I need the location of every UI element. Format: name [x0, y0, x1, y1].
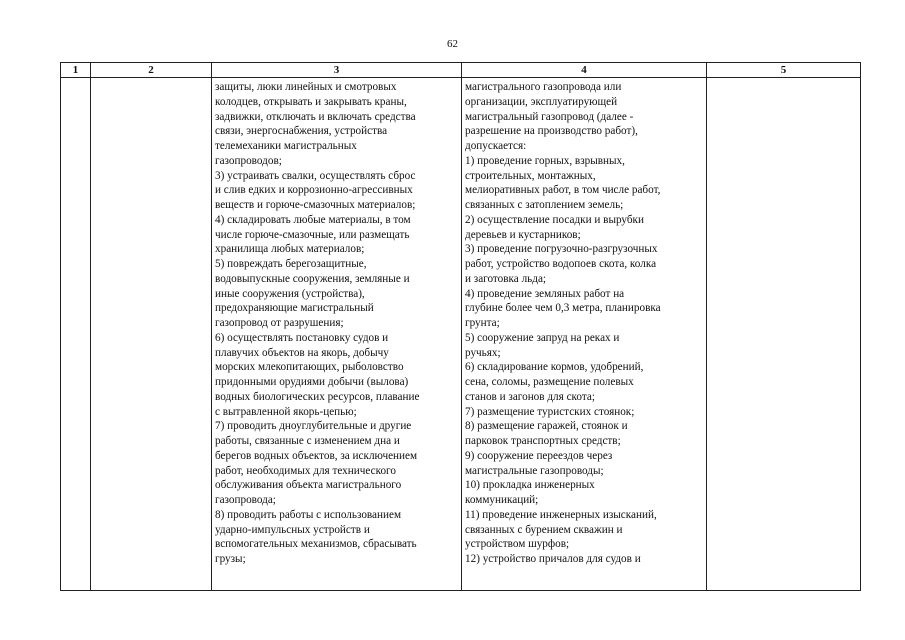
text-line: допускается:	[465, 140, 527, 152]
text-line: станов и загонов для скота;	[465, 390, 595, 403]
text-line: сена, соломы, размещение полевых	[465, 376, 634, 388]
text-line: грунта;	[465, 317, 500, 329]
page-number: 62	[447, 38, 458, 50]
text-line: магистрального газопровода или	[465, 81, 622, 93]
text-line: водных биологических ресурсов, плавание	[215, 390, 420, 403]
text-line: обслуживания объекта магистрального	[215, 479, 402, 492]
document-table	[60, 62, 861, 591]
column-header-4: 4	[462, 63, 707, 78]
text-line: связи, энергоснабжения, устройства	[215, 125, 388, 138]
text-line: морских млекопитающих, рыболовство	[215, 361, 404, 374]
text-line: плавучих объектов на якорь, добычу	[215, 346, 389, 359]
text-line: ручьях;	[465, 346, 501, 359]
text-line: газопроводов;	[215, 154, 282, 167]
text-line: газопровод от разрушения;	[215, 317, 344, 329]
table-header-row	[61, 63, 861, 78]
text-line: задвижки, отключать и включать средства	[215, 110, 416, 123]
cell-col-4-permitted-works	[462, 78, 707, 591]
text-line: работ, устройство водопоев скота, колка	[465, 258, 657, 270]
text-line: и заготовка льда;	[465, 272, 547, 285]
text-line: числе горюче-смазочные, или размещать	[215, 228, 410, 241]
text-line: 12) устройство причалов для судов и	[465, 553, 641, 565]
text-line: работ, необходимых для технического	[215, 464, 396, 477]
text-line: придонными орудиями добычи (вылова)	[215, 376, 409, 388]
cell-col-5	[707, 78, 861, 591]
text-line: 3) проведение погрузочно-разгрузочных	[465, 243, 658, 256]
text-line: связанных с бурением скважин и	[465, 523, 623, 536]
text-line: разрешение на производство работ),	[465, 125, 638, 138]
text-line: работы, связанные с изменением дна и	[215, 435, 400, 447]
text-line: 7) размещение туристских стоянок;	[465, 405, 635, 418]
text-line: грузы;	[215, 553, 246, 565]
column-header-3: 3	[212, 63, 462, 78]
text-line: связанных с затоплением земель;	[465, 199, 624, 211]
cell-col-1	[61, 78, 91, 591]
column-header-1: 1	[61, 63, 91, 78]
text-line: мелиоративных работ, в том числе работ,	[465, 184, 661, 197]
text-line: магистральный газопровод (далее -	[465, 110, 634, 123]
text-line: 10) прокладка инженерных	[465, 479, 595, 492]
text-line: строительных, монтажных,	[465, 169, 596, 182]
text-line: и слив едких и коррозионно-агрессивных	[215, 184, 413, 197]
text-line: 5) сооружение запруд на реках и	[465, 331, 620, 344]
text-line: 4) проведение земляных работ на	[465, 287, 625, 300]
text-line: 2) осуществление посадки и вырубки	[465, 213, 644, 226]
text-line: устройством шурфов;	[465, 538, 570, 551]
text-line: берегов водных объектов, за исключением	[215, 449, 418, 462]
text-line: 7) проводить дноуглубительные и другие	[215, 420, 412, 433]
text-line: 9) сооружение переездов через	[465, 449, 613, 462]
text-line: 1) проведение горных, взрывных,	[465, 154, 625, 167]
text-line: коммуникаций;	[465, 494, 539, 506]
text-line: колодцев, открывать и закрывать краны,	[215, 95, 407, 108]
text-line: хранилища любых материалов;	[215, 243, 365, 256]
text-line: вспомогательных механизмов, сбрасывать	[215, 538, 417, 551]
text-line: 5) повреждать берегозащитные,	[215, 258, 367, 270]
text-line: 8) размещение гаражей, стоянок и	[465, 420, 628, 433]
table-row	[61, 78, 861, 591]
text-line: ударно-импульсных устройств и	[215, 523, 370, 536]
text-line: веществ и горюче-смазочных материалов;	[215, 199, 416, 211]
text-line: 11) проведение инженерных изысканий,	[465, 508, 657, 521]
text-line: водовыпускные сооружения, земляные и	[215, 272, 410, 285]
text-line: глубине более чем 0,3 метра, планировка	[465, 302, 661, 315]
cell-col-2	[91, 78, 212, 591]
text-line: организации, эксплуатирующей	[465, 95, 618, 108]
text-line: предохраняющие магистральный	[215, 302, 374, 315]
text-line: 4) складировать любые материалы, в том	[215, 213, 411, 226]
text-line: деревьев и кустарников;	[465, 228, 581, 241]
column-header-5: 5	[707, 63, 861, 78]
column-header-2: 2	[91, 63, 212, 78]
text-line: 6) осуществлять постановку судов и	[215, 331, 389, 344]
text-line: телемеханики магистральных	[215, 140, 357, 152]
text-line: 6) складирование кормов, удобрений,	[465, 361, 644, 374]
text-line: 8) проводить работы с использованием	[215, 508, 402, 521]
text-line: газопровода;	[215, 494, 276, 506]
text-line: магистральные газопроводы;	[465, 464, 604, 477]
text-line: защиты, люки линейных и смотровых	[215, 81, 397, 93]
text-line: 3) устраивать свалки, осуществлять сброс	[215, 169, 416, 182]
cell-col-3-prohibitions	[212, 78, 462, 591]
text-line: парковок транспортных средств;	[465, 435, 621, 447]
text-line: иные сооружения (устройства),	[215, 287, 365, 300]
text-line: с вытравленной якорь-цепью;	[215, 405, 357, 418]
